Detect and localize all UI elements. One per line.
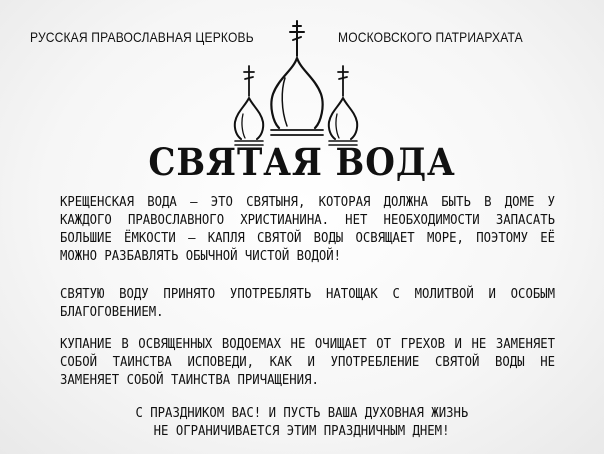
paragraph-usage: СВЯТУЮ ВОДУ ПРИНЯТО УПОТРЕБЛЯТЬ НАТОЩАК С МОЛИТВОЙ И ОСОБЫМ БЛАГОГОВЕНИЕМ. [60, 286, 556, 320]
closing-line-2: НЕ ОГРАНИЧИВАЕТСЯ ЭТИМ ПРАЗДНИЧНЫМ ДНЕМ! [154, 423, 450, 439]
closing-greeting [0, 404, 604, 440]
paragraph-holy-water: КРЕЩЕНСКАЯ ВОДА – ЭТО СВЯТЫНЯ, КОТОРАЯ ДОЛЖНА БЫТЬ В ДОМЕ У КАЖДОГО ПРАВОСЛАВНОГО ХРИСТИАНИНА. НЕТ НЕОБХОДИМОСТИ ЗАПАСАТЬ БОЛЬШИЕ ЁМКОСТИ – КАПЛЯ СВЯТОЙ ВОДЫ ОСВЯЩАЕТ МОРЕ, ПОЭТОМУ ЕЁ МОЖНО РАЗБАВЛЯТЬ ОБЫЧНОЙ ЧИСТОЙ ВОДОЙ! [60, 194, 556, 264]
page-title: СВЯТАЯ ВОДА [148, 140, 456, 184]
header-church-name: РУССКАЯ ПРАВОСЛАВНАЯ ЦЕРКОВЬ [30, 29, 254, 45]
header-patriarchate: МОСКОВСКОГО ПАТРИАРХАТА [338, 29, 523, 45]
closing-line-1: С ПРАЗДНИКОМ ВАС! И ПУСТЬ ВАША ДУХОВНАЯ ЖИЗНЬ [135, 405, 469, 421]
church-domes-icon [227, 18, 377, 150]
paragraph-bathing: КУПАНИЕ В ОСВЯЩЕННЫХ ВОДОЕМАХ НЕ ОЧИЩАЕТ ОТ ГРЕХОВ И НЕ ЗАМЕНЯЕТ СОБОЙ ТАИНСТВА ИСПОВЕДИ, КАК И УПОТРЕБЛЕНИЕ СВЯТОЙ ВОДЫ НЕ ЗАМЕНЯЕТ СОБОЙ ТАИНСТВА ПРИЧАЩЕНИЯ. [60, 336, 556, 388]
